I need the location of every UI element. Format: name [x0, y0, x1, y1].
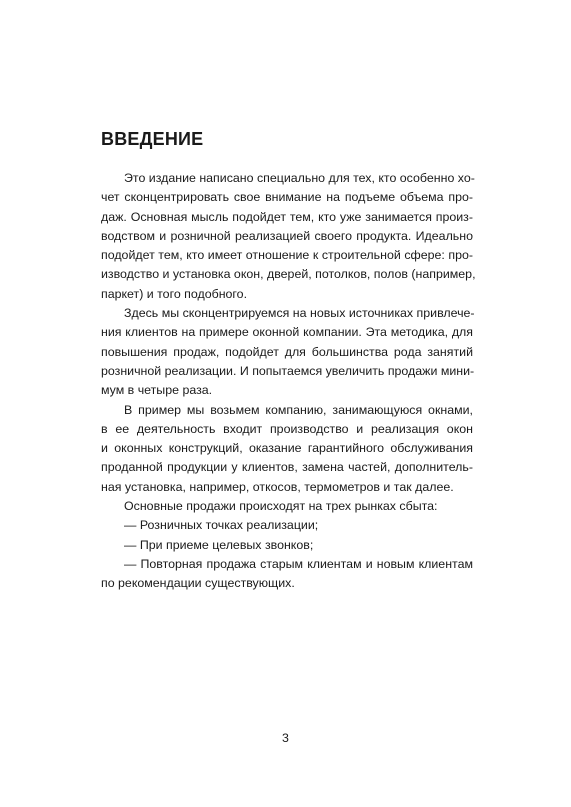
text-line: ная установка, например, откосов, термометров и так далее. [101, 479, 454, 494]
text-line: паркет) и того подобного. [101, 286, 248, 301]
body-text [101, 169, 476, 594]
text-line: подойдет тем, кто имеет отношение к строительной сфере: про- [101, 248, 473, 263]
text-line: даж. Основная мысль подойдет тем, кто уже занимается произ- [101, 209, 473, 224]
text-line: — При приеме целевых звонков; [124, 537, 314, 552]
page-number: 3 [282, 731, 289, 745]
text-line: В пример мы возьмем компанию, занимающуюся окнами, [124, 402, 473, 417]
text-line: Здесь мы сконцентрируемся на новых источниках привлече- [124, 306, 475, 321]
chapter-heading: ВВЕДЕНИЕ [101, 129, 204, 149]
text-line: Это издание написано специально для тех, кто особенно хо- [124, 171, 475, 185]
text-line: по рекомендации существующих. [101, 576, 295, 591]
text-line: ния клиентов на примере оконной компании. Эта методика, для [101, 325, 473, 340]
text-line: и оконных конструкций, оказание гарантийного обслуживания [101, 441, 473, 456]
text-line: Основные продажи происходят на трех рынках сбыта: [124, 499, 438, 514]
text-line: мум в четыре раза. [101, 383, 213, 398]
text-line: водством и розничной реализацией своего продукта. Идеально [101, 228, 473, 243]
text-line: проданной продукции у клиентов, замена частей, дополнитель- [101, 460, 473, 475]
text-line: повышения продаж, подойдет для большинства рода занятий [101, 344, 473, 359]
text-line: — Повторная продажа старым клиентам и новым клиентам [124, 556, 473, 571]
text-line: розничной реализации. И попытаемся увеличить продажи мини- [101, 363, 475, 378]
text-line: — Розничных точках реализации; [124, 518, 319, 533]
text-line: чет сконцентрировать свое внимание на подъеме объема про- [101, 190, 473, 205]
text-line: изводство и установка окон, дверей, потолков, полов (например, [101, 267, 476, 282]
text-line: в ее деятельность входит производство и реализация окон [101, 421, 473, 436]
